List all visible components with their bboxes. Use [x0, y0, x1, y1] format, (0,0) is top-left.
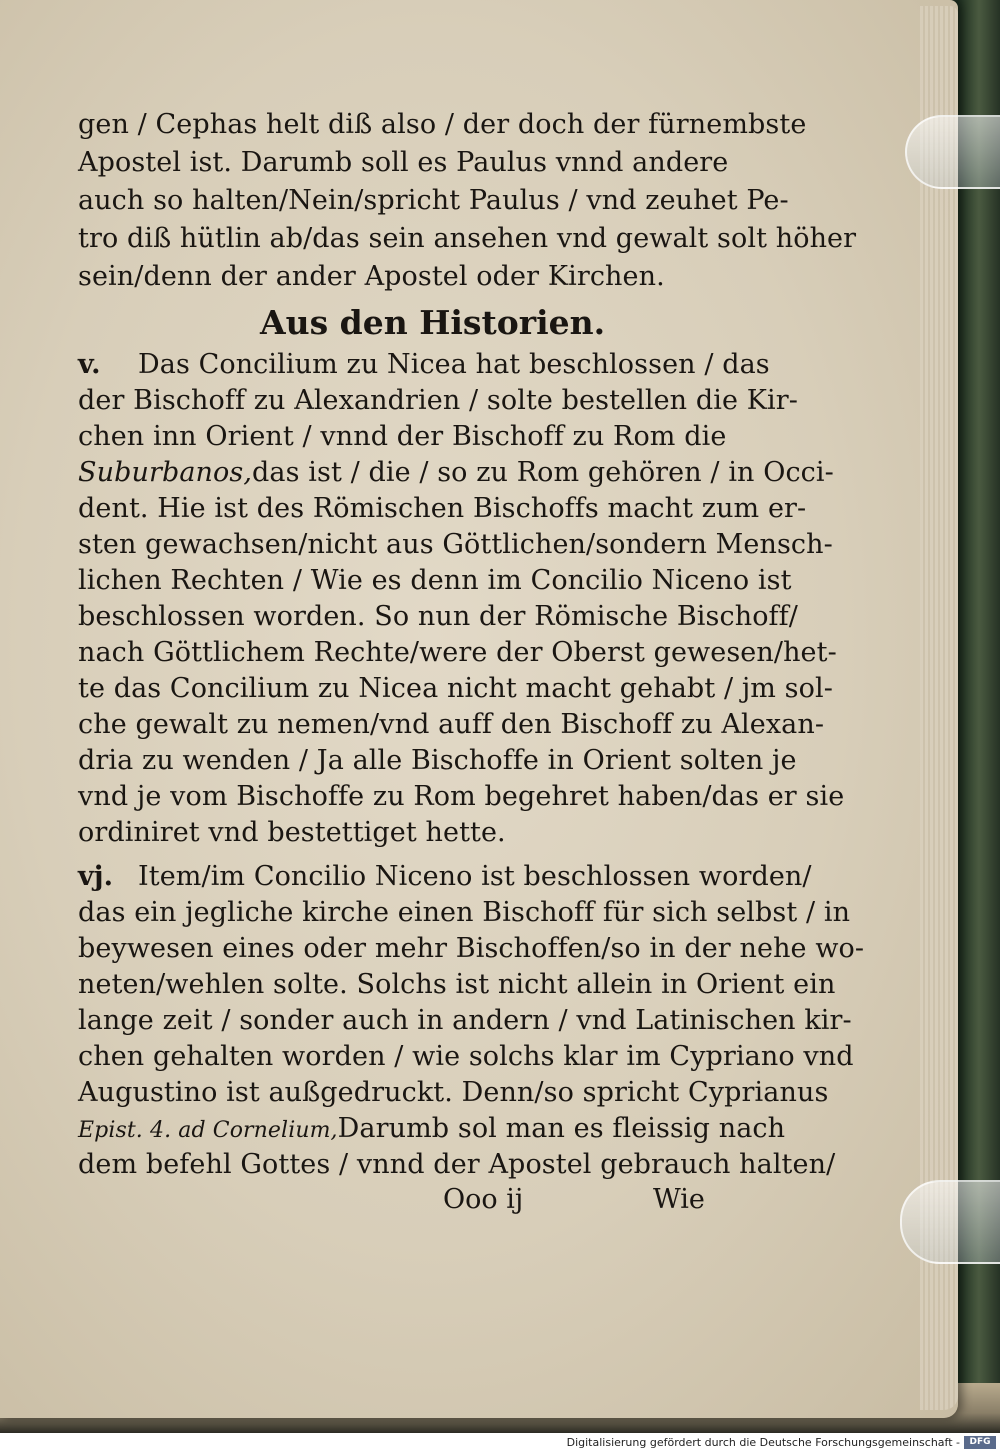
section-heading: Aus den Historien.: [260, 303, 606, 342]
text-line: che gewalt zu nemen/vnd auff den Bischoff zu Alexan-: [78, 709, 825, 740]
section-vi-first-line: [78, 860, 812, 894]
text-line: beschlossen worden. So nun der Römische Bischoff/: [78, 601, 798, 632]
text-line: dem befehl Gottes / vnnd der Apostel gebrauch halten/: [78, 1149, 836, 1180]
epistle-reference: Epist. 4. ad Cornelium,: [78, 1118, 338, 1143]
text-line: lange zeit / sonder auch in andern / vnd Latinischen kir-: [78, 1005, 852, 1036]
text-line: vnd je vom Bischoffe zu Rom begehret haben/das er sie: [78, 781, 845, 812]
text-line: lichen Rechten / Wie es denn im Concilio Niceno ist: [78, 565, 792, 596]
latin-term: Suburbanos,: [78, 457, 253, 488]
text-line-epist: [78, 1112, 786, 1148]
digitization-footer: [0, 1433, 1000, 1451]
text-line: Das Concilium zu Nicea hat beschlossen / das: [138, 349, 770, 380]
text-line: gen / Cephas helt diß also / der doch der fürnembste: [78, 109, 807, 140]
page-clip-top: [905, 115, 1000, 189]
text-line: sten gewachsen/nicht aus Göttlichen/sondern Mensch-: [78, 529, 833, 560]
section-v-first-line: [78, 348, 770, 382]
text-line: Apostel ist. Darumb soll es Paulus vnnd andere: [78, 147, 729, 178]
page-clip-bottom: [900, 1180, 1000, 1264]
section-number: v.: [78, 349, 101, 380]
text-line: das ist / die / so zu Rom gehören / in Occi-: [252, 457, 834, 488]
text-line: dent. Hie ist des Römischen Bischoffs macht zum er-: [78, 493, 807, 524]
footer-text: Digitalisierung gefördert durch die Deutsche Forschungsgemeinschaft -: [566, 1436, 960, 1449]
text-line: das ein jegliche kirche einen Bischoff für sich selbst / in: [78, 897, 851, 928]
text-line: nach Göttlichem Rechte/were der Oberst gewesen/het-: [78, 637, 837, 668]
text-line: Augustino ist außgedruckt. Denn/so spricht Cyprianus: [78, 1077, 829, 1108]
text-line: der Bischoff zu Alexandrien / solte bestellen die Kir-: [78, 385, 798, 416]
text-line: ordiniret vnd bestettiget hette.: [78, 817, 506, 848]
text-line: dria zu wenden / Ja alle Bischoffe in Orient solten je: [78, 745, 797, 776]
text-line: auch so halten/Nein/spricht Paulus / vnd zeuhet Pe-: [78, 185, 789, 216]
text-line: neten/wehlen solte. Solchs ist nicht allein in Orient ein: [78, 969, 836, 1000]
text-line: chen inn Orient / vnnd der Bischoff zu Rom die: [78, 421, 727, 452]
text-line: Item/im Concilio Niceno ist beschlossen worden/: [138, 861, 812, 892]
text-line-suburbanos: [78, 456, 834, 490]
text-line: Darumb sol man es fleissig nach: [337, 1113, 786, 1144]
text-line: beywesen eines oder mehr Bischoffen/so in der nehe wo-: [78, 933, 865, 964]
text-line: tro diß hütlin ab/das sein ansehen vnd gewalt solt höher: [78, 223, 857, 254]
section-number: vj.: [78, 861, 114, 892]
signature-mark: Ooo ij: [443, 1184, 524, 1215]
text-line: sein/denn der ander Apostel oder Kirchen.: [78, 261, 665, 292]
text-line: te das Concilium zu Nicea nicht macht gehabt / jm sol-: [78, 673, 833, 704]
dfg-logo: DFG: [964, 1436, 996, 1449]
catchword: Wie: [653, 1184, 705, 1215]
text-line: chen gehalten worden / wie solchs klar im Cypriano vnd: [78, 1041, 854, 1072]
